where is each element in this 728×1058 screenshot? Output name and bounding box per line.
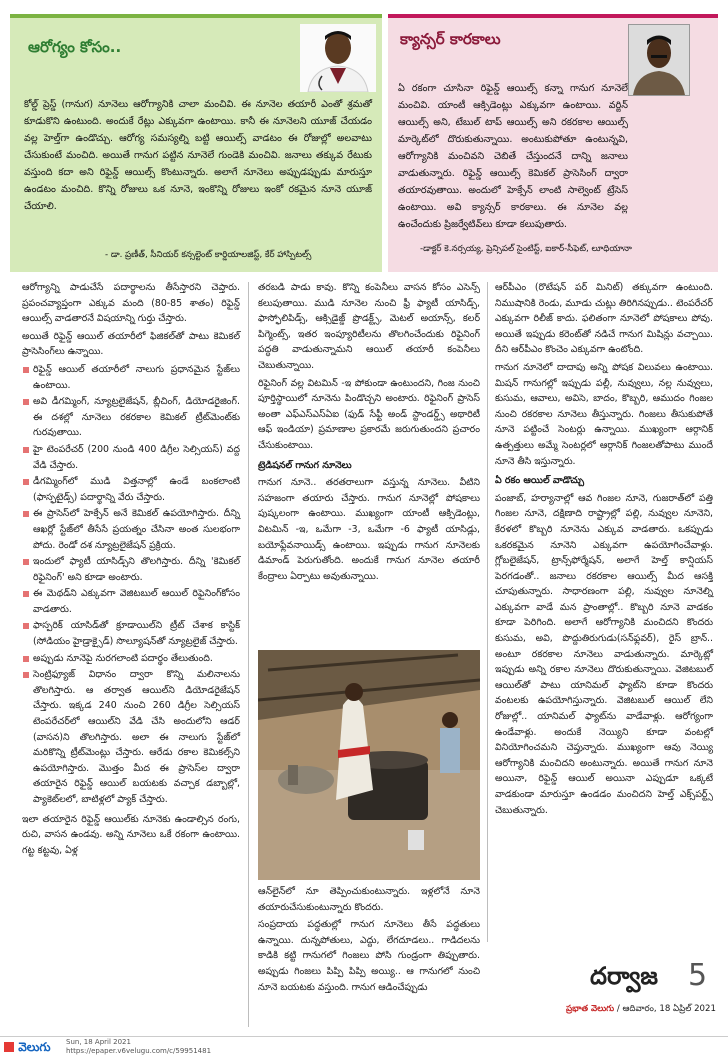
doctor-photo-left — [300, 24, 376, 92]
section-title: దర్వాజ — [590, 962, 658, 990]
col1-bullet: హై టెంపరేచర్ (200 నుండి 400 డిగ్రీల సెల్సియస్) వద్ద వేడి చేస్తారు. — [22, 442, 240, 473]
col2-paragraph: గానుగ నూనె.. తరతరాలుగా వస్తున్న నూనెలు. వీటిని సహజంగా తయారు చేస్తారు. గానుగ నూనెల్లో పోషకాలు పుష్కలంగా ఉంటాయి. ముఖ్యంగా యాంటీ ఆక్సిడెంట్లు, విటమిన్ -ఇ, ఒమేగా -3, ఒమేగా -6 ఫ్యాటీ యాసిడ్లు, బయోఫ్లేవనాయిడ్స్ ఉంటాయి. ఇప్పుడు గానుగ నూనెలకు డిమాండ్ పెరుగుతోంది. అందుకే గానుగ నూనెల తయారీ కేంద్రాలు ఏర్పాటు అవుతున్నాయి. — [258, 477, 480, 582]
paper-brand: ప్రభాత వెలుగు — [566, 1004, 615, 1014]
article-column-3 — [495, 280, 713, 820]
scientist-portrait-icon — [629, 25, 689, 95]
col1-bullet: డీగమ్మింగ్‌లో ముడి విత్తనాల్లో ఉండే బంకలాంటి (ఫాస్ఫటైడ్స్) పదార్థాన్ని వేరు చేస్తారు. — [22, 474, 240, 505]
epaper-date: Sun, 18 April 2021 — [66, 1038, 131, 1046]
col1-bullet: ఇందులో ఫ్యాటీ యాసిడ్స్‌ని తొలగిస్తారు. దీన్ని 'కెమికల్ రిఫైనింగ్' అని కూడా అంటారు. — [22, 554, 240, 585]
doctor-portrait-icon — [300, 24, 376, 92]
col3-subheading: ఏ రకం ఆయిల్ వాడొచ్చు — [495, 475, 585, 487]
col1-paragraph: ఆరోగ్యాన్ని పాడుచేసే పదార్థాలను తీసేస్తారని చెప్తారు. ప్రపంచవ్యాప్తంగా ఎక్కువ మంది (80-85 శాతం) రిఫైన్డ్ ఆయిల్స్ వాడతారనే విషయాన్ని గుర్తు చేస్తారు. — [22, 282, 240, 325]
cancer-causes-box — [388, 14, 718, 272]
health-tip-credit: - డా. ప్రణీత్, సీనియర్ కన్సల్టెంట్ కార్డియాలజిస్ట్, కేర్ హాస్పిటల్స్ — [105, 250, 312, 260]
epaper-link[interactable]: https://epaper.v6velugu.com/c/59951481 — [66, 1047, 212, 1055]
health-tip-title: ఆరోగ్యం కోసం.. — [28, 38, 122, 56]
epaper-brand-name: వెలుగు — [18, 1040, 51, 1054]
health-tip-body: కోల్డ్ ప్రెస్డ్ (గానుగ) నూనెలు ఆరోగ్యానికి చాలా మంచివి. ఈ నూనెల తయారీ ఎంతో శ్రమతో కూడుకొని ఉంటుంది. అందుకే రేట్లు ఎక్కువగా ఉంటాయి. కానీ ఈ నూనెలని యూజ్ చేయడం వల్ల హెల్త్‌గా ఉండొచ్చు. ఆరోగ్య సమస్యల్ని బట్టి ఆయిల్స్ వాడటం ఈ రోజుల్లో అలవాటు చేసుకుంటే మంచిది. అయితే గానుగ పట్టిన నూనెలే గుండెకి మంచివి. జనాలు తక్కువ రేటుకు వస్తుంది కదా అని రిఫైన్డ్ ఆయిల్స్ కొంటున్నారు. అలాగే నూనెలు అప్పుడప్పుడు మారుస్తూ ఉండటం మంచిది. కొన్ని రోజులు ఒక నూనె, ఇంకొన్ని రోజులు ఇంకో రకమైన నూనె యూజ్ చేయాలి. — [24, 99, 372, 212]
cancer-causes-title: క్యాన్సర్ కారకాలు — [400, 30, 501, 48]
article-column-2-bottom — [258, 884, 480, 997]
col1-bullet: రిఫైన్డ్ ఆయిల్ తయారీలో నాలుగు ప్రధానమైన స్టేజ్‌లు ఉంటాయి. — [22, 362, 240, 393]
oil-mill-photo — [258, 650, 480, 880]
col2-paragraph: ఆన్‌లైన్‌లో నూ తెప్పించుకుంటున్నారు. ఇళ్లలోనే నూనె తయారుచేసుకుంటున్నారు కొందరు. — [258, 886, 480, 913]
epaper-bar — [0, 1036, 728, 1058]
health-tip-box — [10, 14, 382, 272]
article-column-1 — [22, 280, 240, 860]
col2-paragraph: రిఫైనింగ్ వల్ల విటమిన్ -ఇ పోకుండా ఉంటుందని, గింజ నుంచి పూర్తిస్థాయిలో నూనెను పిండొచ్చని అంటారు. రిఫైనింగ్ ప్రాసెస్ అంతా ఎఫ్ఎస్ఎస్ఏఐ (ఫుడ్ సేఫ్టీ అండ్ స్టాండర్డ్స్ అథారిటీ ఆఫ్ ఇండియా) ప్రమాణాల ప్రకారమే జరుగుతుందని ప్రచారం చేసుకుంటాయి. — [258, 377, 480, 451]
col1-bullet: సెంట్రిఫ్యూజ్ విధానం ద్వారా కొన్ని మలినాలను తొలగిస్తారు. ఆ తర్వాత ఆయిల్‌ని డియోడరైజేషన్ చేస్తారు. ఇక్కడ 240 నుంచి 260 డిగ్రీల సెల్సియస్ టెంపరేచర్‌లో ఆయిల్‌ని వేడి చేసి అందులోని ఆడర్ (వాసన)ని తొలగిస్తారు. అలా ఈ నాలుగు స్టేజ్‌లో మరికొన్ని ట్రీట్‌మెంట్లు చేస్తారు. ఆరేడు రకాల కెమికల్స్‌ని ఉపయోగిస్తారు. మొత్తం మీద ఈ ప్రాసెస్‌ల ద్వారా తయారైన రిఫైన్డ్ ఆయిల్ బయటకు వచ్చాక డబ్బాల్లో, ప్యాకెట్‌లలో, బాటిళ్లలో ప్యాక్ చేస్తారు. — [22, 667, 240, 807]
cancer-causes-credit: -డాక్టర్ కె.నర్సయ్య, ప్రెన్సిపల్ సైంటిస్ట్, ఐకార్-సీఫెట్, లూధియానా — [420, 244, 632, 254]
column-divider — [487, 282, 488, 942]
col1-paragraph: అయితే రిఫైన్డ్ ఆయిల్ తయారీలో ఫిజికల్‌తో పాటు కెమికల్ ప్రాసెసింగ్‌లు ఉన్నాయి. — [22, 330, 240, 358]
traditional-ghani-scene — [258, 650, 480, 880]
page-number: 5 — [688, 958, 708, 993]
col1-bullet: ఈ ప్రాసెస్‌లో హెక్సేన్ అనే కెమికల్ ఉపయోగిస్తారు. దీన్ని ఆఖర్లో స్టేజ్‌లో తీసేసే ప్రయత్నం చేసినా అంత సులభంగా పోదు. రెండో దశ న్యూట్రలైజేషన్ ప్రక్రియ. — [22, 506, 240, 553]
paper-date: / ఆదివారం, 18 ఏప్రిల్ 2021 — [616, 1004, 716, 1014]
paper-dateline — [566, 1004, 722, 1016]
col2-paragraph: సంప్రదాయ పద్ధతుల్లో గానుగ నూనెలు తీసే పద్ధతులు ఉన్నాయి. దున్నపోతులు, ఎద్దు, లేగదూడలు.. గాడిదలను కాడికి కట్టి గానుగలో గింజలు పోసి గుండ్రంగా తిప్పుతారు. అప్పుడు గింజలు పిప్పి పిప్పి అయ్యి.. ఆ గానుగలో నుంచి నూనె బయటకు వస్తుంది. గానుగ ఆడించేప్పుడు — [258, 919, 480, 993]
col1-bullet: అవి డీగమ్మింగ్, న్యూట్రలైజేషన్, బ్లీచింగ్, డియోడరైజింగ్. ఈ దశల్లో నూనెలు రకరకాల కెమికల్ ట్రీట్‌మెంట్‌కు గురవుతాయి. — [22, 394, 240, 441]
col2-paragraph: తరబడి పాడు కావు. కొన్ని కంపెనీలు వాసన కోసం ఎసెన్స్ కలుపుతాయి. ముడి నూనెల నుంచి ఫ్రీ ఫ్యాటీ యాసిడ్స్, ఫాస్ఫోలిపిడ్స్, ఆక్సిడైజ్డ్ ప్రొడక్ట్స్, మెటల్ అయాన్స్, కలర్ పిగ్మెంట్స్, ఇతర ఇంప్యూరిటీలను తొలగించేందుకు రిఫైనింగ్ పద్ధతి వాడుతున్నామని ఆయిల్ తయారీ కంపెనీలు చెబుతున్నాయి. — [258, 282, 480, 371]
article-column-2 — [258, 280, 480, 586]
scientist-photo-right — [628, 24, 690, 96]
col3-paragraph: పంజాబ్, హర్యానాల్లో ఆవ గింజల నూనె, గుజరాత్‌లో పత్తి గింజల నూనె, దక్షిణాది రాష్ట్రాల్లో పల్లి, నువ్వుల నూనెని, కేరళలో కొబ్బరి నూనెను ఎక్కువ వాడతారు. ఒకప్పుడు ఒకరకమైన నూనెని ఎక్కువగా ఉపయోగించేవాళ్లు. గ్లోబలైజేషన్, ట్రాన్స్‌ఫోర్మేషన్, అలాగే హెల్త్ కాన్షియస్ పెరగడంతో.. జనాలు రకరకాల ఆయిల్స్ మీద ఆసక్తి చూపుతున్నారు. సాధారణంగా పల్లి, నువ్వుల నూనెల్ని ఎక్కువగా వాడే మన ప్రాంతాల్లో.. కొబ్బరి నూనె వాడకం కూడా పెరిగింది. అలాగే ఆరోగ్యానికి మంచిదని కొందరు కుసుమ, అవి, పొద్దుతిరుగుడు(సన్‌ఫ్లవర్), రైస్ బ్రాన్.. అంటూ రకరకాల నూనెలు వాడుతున్నారు. మార్కెట్లో ఇప్పుడు అన్ని రకాల నూనెలు దొరుకుతున్నాయి. వెజిటబుల్ ఆయిల్‌తో పాటు యానిమల్ ఫ్యాట్‌ని కూడా కొందరు వంటలకు ఉపయోగిస్తున్నారు. వెజిటబుల్ ఆయిల్ లేని రోజుల్లో.. యానిమల్ ఫ్యాట్‌ను వాడేవాళ్లు. ఆరోగ్యంగా ఉండేవాళ్లు. అందుకే నెయ్యిని కూడా వంటల్లో వినియోగించమని చెప్తున్నారు. ముఖ్యంగా ఆవు నెయ్యి ఆరోగ్యానికి మంచిదని అంటున్నారు. అయితే గానుగ నూనె అయినా, రిఫైన్డ్ ఆయిల్ అయినా ఎప్పుడూ ఒక్కటే వాడకుండా మారుస్తూ ఉండడం మంచిదని హెల్త్ ఎక్స్‌పర్ట్స్ చెబుతున్నారు. — [495, 492, 713, 816]
cancer-causes-body: ఏ రకంగా చూసినా రిఫైన్డ్ ఆయిల్స్ కన్నా గానుగ నూనెలే మంచివి. యాంటీ ఆక్సిడెంట్లు ఎక్కువగా ఉంటాయి. వర్జిన్ ఆయిల్స్ అని, టేబుల్ టాప్ ఆయిల్స్ అని రకరకాల ఆయిల్స్ మార్కెట్‌లో దొరుకుతున్నాయి. అంటుకుపోతూ ఉంటున్నవి, ఆరోగ్యానికి మంచివని చెబితే చేస్తుందనే దాన్ని జనాలు వాడుతున్నారు. రిఫైన్డ్ ఆయిల్స్ కెమికల్ ప్రాసెసింగ్ ద్వారా తయారవుతాయి. అందులో హెక్సేన్ లాంటి సాల్వెంట్ ట్రేసెస్ ఉంటాయి. అవి క్యాన్సర్ కారకాలు. ఈ నూనెల వల్ల ఉంచేందుకు ప్రిజర్వేటివ్‌లు కూడా కలుపుతారు. — [398, 83, 628, 230]
epaper-logo[interactable] — [4, 1040, 51, 1057]
col1-paragraph: ఇలా తయారైన రిఫైన్డ్ ఆయిల్‌కు నూనెకు ఉండాల్సిన రంగు, రుచి, వాసన ఉండవు. అన్ని నూనెలు ఒకే రకంగా ఉంటాయి. గట్ట కట్టవు, ఏళ్ల — [22, 813, 240, 856]
brand-icon — [4, 1042, 14, 1052]
col1-bullet: ఈ మెథడ్‌ని ఎక్కువగా వెజిటబుల్ ఆయిల్ రిఫైనింగ్‌కోసం వాడతారు. — [22, 586, 240, 617]
col3-paragraph: ఆర్‌పీఎం (రొటేషన్ పర్ మినిట్) తక్కువగా ఉంటుంది. నిముషానికి రెండు, మూడు చుట్లు తిరిగినప్పుడు.. టెంపరేచర్ ఎక్కువగా రిలీజ్ కాదు. ఫలితంగా నూనెలో పోషకాలు పోవు. అయితే ఇప్పుడు కరెంట్‌తో నడిచే గానుగ మిషిన్లు వచ్చాయి. దీని ఆర్‌పీఎం కొంచెం ఎక్కువగా ఉంటోంది. — [495, 282, 713, 356]
col1-bullet: ఫాస్పరిక్ యాసిడ్‌తో క్రూడాయిల్‌ని ట్రీట్ చేశాక కాస్టిక్ (సోడియం హైడ్రాక్సైడ్) సొల్యూషన్‌తో న్యూట్రలైజ్ చేస్తారు. — [22, 618, 240, 649]
column-divider — [248, 282, 249, 1027]
col3-paragraph: గానుగ నూనెలో దాదాపు అన్ని పోషక విలువలు ఉంటాయి. మిషన్ గానుగల్లో ఇప్పుడు పల్లీ, నువ్వులు, నల్ల నువ్వులు, కుసుమ, ఆవాలు, అవిసె, బాదం, కొబ్బరి, ఆముదం గింజల నుంచి రకరకాల నూనెలు తీస్తున్నారు. గింజలు తీసుకుపోతే నూనె పట్టించే సెంటర్లు ఉన్నాయి. ముఖ్యంగా ఆర్గానిక్ ఉత్పత్తులు అమ్మే సెంటర్లలో ఆర్గానిక్ గింజలతోపాటు ముందే నూనె తీసి ఇస్తున్నారు. — [495, 361, 713, 467]
col1-bullet: అప్పుడు నూనెపై నురగలాంటి పదార్థం తేలుతుంది. — [22, 651, 240, 667]
col2-subheading: ట్రెడిషనల్ గానుగ నూనెలు — [258, 459, 352, 471]
